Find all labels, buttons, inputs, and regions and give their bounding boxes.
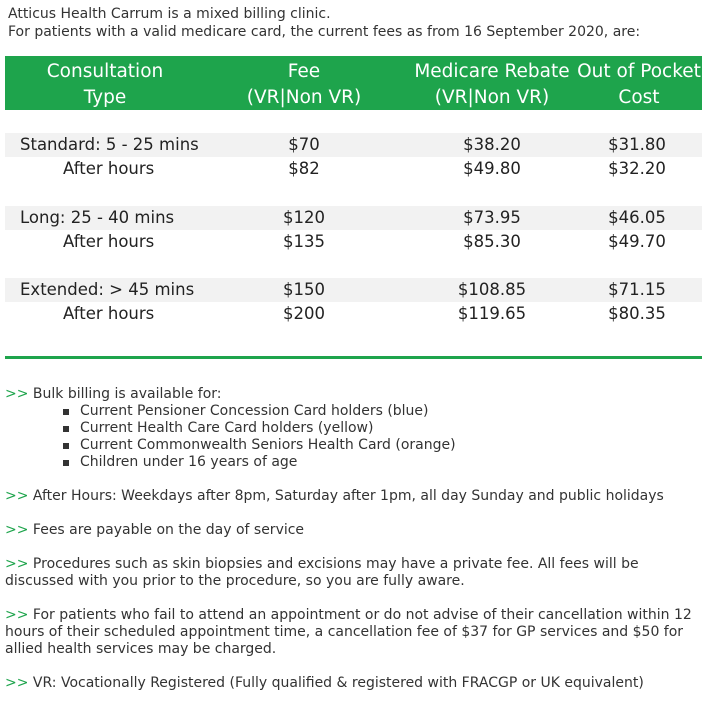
rebate-value: $108.85 [457, 280, 527, 299]
bulk-billing-list [61, 403, 456, 471]
table-row-standard [5, 133, 702, 157]
cost-value: $71.15 [608, 280, 666, 299]
consultation-type: After hours [63, 304, 155, 323]
cost-value: $46.05 [608, 208, 666, 227]
intro-text [8, 5, 640, 41]
consultation-type: After hours [63, 232, 155, 251]
list-item: Current Health Care Card holders (yellow) [61, 420, 456, 437]
note-text: For patients who fail to attend an appointment or do not advise of their cancellation within 12 hours of their scheduled appointment time, a cancellation fee of $37 for GP services and $50 for allied health services may be charged. [5, 607, 692, 657]
cost-value: $49.70 [608, 232, 666, 251]
table-row-long [5, 206, 702, 230]
fee-value: $135 [283, 232, 325, 251]
cost-value: $31.80 [608, 135, 666, 154]
rebate-value: $85.30 [463, 232, 521, 251]
table-row-extended [5, 278, 702, 302]
fee-value: $70 [288, 135, 320, 154]
list-item: Children under 16 years of age [61, 454, 456, 471]
note-text: VR: Vocationally Registered (Fully qualified & registered with FRACGP or UK equivalent) [32, 675, 644, 691]
cost-value: $80.35 [608, 304, 666, 323]
section-divider [5, 356, 702, 359]
header-out-of-pocket: Out of Pocket Cost [577, 61, 701, 108]
list-item: Current Pensioner Concession Card holders (blue) [61, 403, 456, 420]
note-text: After Hours: Weekdays after 8pm, Saturday after 1pm, all day Sunday and public holidays [32, 488, 664, 504]
rebate-value: $73.95 [463, 208, 521, 227]
fee-value: $120 [283, 208, 325, 227]
rebate-value: $119.65 [457, 304, 527, 323]
note-text: Procedures such as skin biopsies and excisions may have a private fee. All fees will be discussed with you prior to the procedure, so you are fully aware. [5, 556, 639, 589]
note-after-hours [5, 488, 705, 505]
note-procedures [5, 556, 705, 590]
header-fee: Fee (VR|Non VR) [246, 61, 362, 108]
fee-value: $82 [288, 159, 320, 178]
cost-value: $32.20 [608, 159, 666, 178]
note-vr [5, 675, 705, 692]
note-text: Fees are payable on the day of service [32, 522, 305, 538]
fee-value: $150 [283, 280, 325, 299]
note-marker: >> [5, 522, 29, 538]
fee-table-header [5, 56, 702, 110]
note-fees-payable [5, 522, 705, 539]
note-bulk-billing [5, 386, 705, 403]
note-marker: >> [5, 607, 29, 623]
note-marker: >> [5, 675, 29, 691]
note-marker: >> [5, 488, 29, 504]
table-row-standard-after-hours [5, 157, 702, 181]
consultation-type: Standard: 5 - 25 mins [20, 135, 199, 154]
table-row-extended-after-hours [5, 302, 702, 326]
rebate-value: $49.80 [463, 159, 521, 178]
consultation-type: Extended: > 45 mins [20, 280, 195, 299]
consultation-type: After hours [63, 159, 155, 178]
header-consultation-type: Consultation Type [46, 61, 164, 108]
list-item: Current Commonwealth Seniors Health Card (orange) [61, 437, 456, 454]
note-cancellation [5, 607, 705, 658]
note-marker: >> [5, 386, 29, 402]
note-text: Bulk billing is available for: [32, 386, 222, 402]
header-medicare-rebate: Medicare Rebate (VR|Non VR) [414, 61, 570, 108]
note-marker: >> [5, 556, 29, 572]
table-row-long-after-hours [5, 230, 702, 254]
rebate-value: $38.20 [463, 135, 521, 154]
fee-value: $200 [283, 304, 325, 323]
intro-line-1: Atticus Health Carrum is a mixed billing clinic. [8, 6, 331, 22]
intro-line-2: For patients with a valid medicare card, the current fees as from 16 September 2020, are: [8, 24, 641, 40]
consultation-type: Long: 25 - 40 mins [20, 208, 175, 227]
